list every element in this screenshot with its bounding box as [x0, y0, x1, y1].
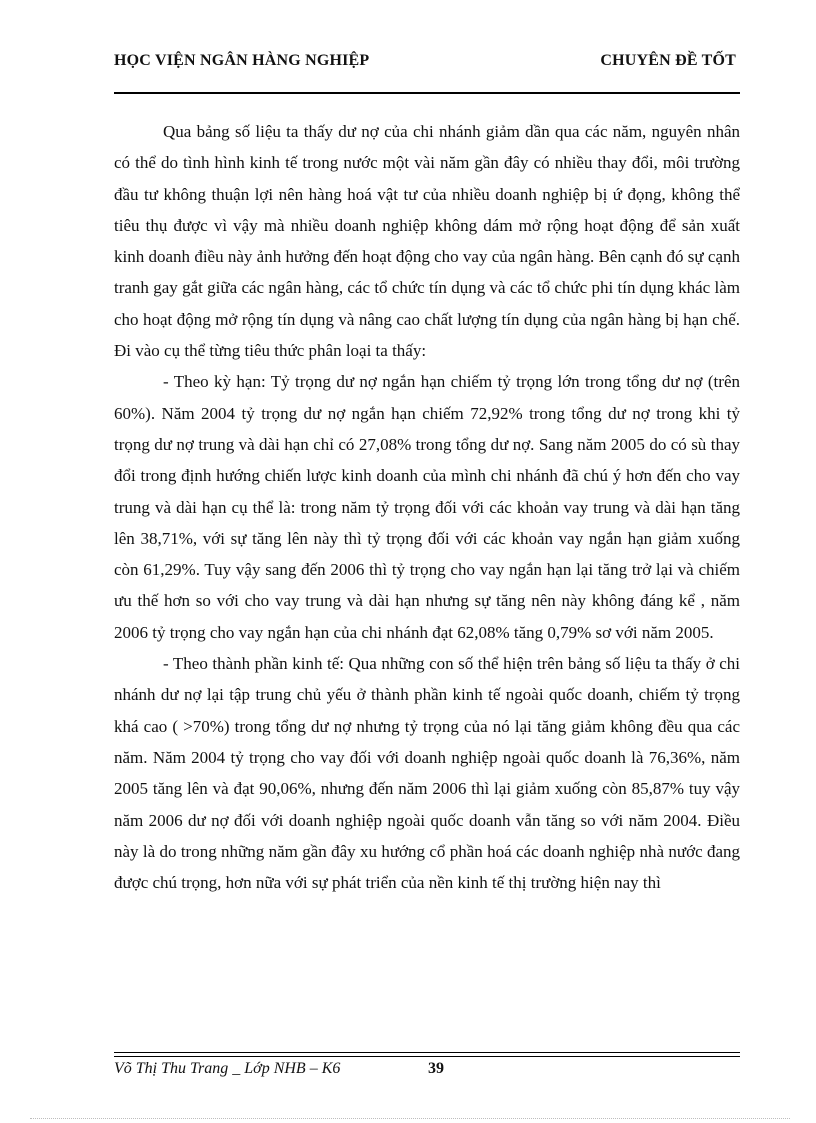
paragraph-intro: Qua bảng số liệu ta thấy dư nợ của chi nhánh giảm dần qua các năm, nguyên nhân có thể do tình hình kinh tế trong nước một vài năm gần đây có nhiều thay đổi, môi trường đầu tư không thuận lợi nên hàng hoá vật tư của nhiều doanh nghiệp bị ứ đọng, không thể tiêu thụ được vì vậy mà nhiều doanh nghiệp không dám mở rộng hoạt động để sản xuất kinh doanh điều này ảnh hưởng đến hoạt động cho vay của ngân hàng. Bên cạnh đó sự cạnh tranh gay gắt giữa các ngân hàng, các tổ chức tín dụng và các tổ chức phi tín dụng khác làm cho hoạt động mở rộng tín dụng và nâng cao chất lượng tín dụng của ngân hàng bị hạn chế. Đi vào cụ thể từng tiêu thức phân loại ta thấy:: [114, 122, 740, 361]
page-footer: [114, 1059, 444, 1079]
page-bottom-edge: [30, 1118, 790, 1119]
paragraph-by-economic-sector: - Theo thành phần kinh tế: Qua những con số thể hiện trên bảng số liệu ta thấy ở chi nhánh dư nợ lại tập trung chủ yếu ở thành phần kinh tế ngoài quốc doanh, chiếm tỷ trọng khá cao ( >70%) trong tổng dư nợ nhưng tỷ trọng của nó lại tăng giảm không đều qua các năm. Năm 2004 tỷ trọng cho vay đối với doanh nghiệp ngoài quốc doanh là 76,36%, năm 2005 tăng lên và đạt 90,06%, nhưng đến năm 2006 thì lại giảm xuống còn 85,87% tuy vậy năm 2006 dư nợ đối với doanh nghiệp ngoài quốc doanh vẫn tăng so với năm 2004. Điều này là do trong những năm gần đây xu hướng cổ phần hoá các doanh nghiệp nhà nước đang được chú trọng, hơn nữa với sự phát triển của nền kinh tế thị trường hiện nay thì: [114, 654, 740, 893]
body-text: [114, 116, 740, 898]
footer-author: Võ Thị Thu Trang _ Lớp NHB – K6: [114, 1060, 341, 1077]
page-number: 39: [428, 1060, 444, 1077]
footer-divider-top: [114, 1052, 740, 1053]
header-divider: [114, 92, 740, 94]
header-institution: HỌC VIỆN NGÂN HÀNG NGHIỆP: [114, 52, 370, 69]
paragraph-by-term: - Theo kỳ hạn: Tỷ trọng dư nợ ngắn hạn chiếm tỷ trọng lớn trong tổng dư nợ (trên 60%). Năm 2004 tỷ trọng dư nợ ngắn hạn chiếm 72,92% trong tổng dư nợ trong khi tỷ trọng dư nợ trung và dài hạn chỉ có 27,08% trong tổng dư nợ. Sang năm 2005 do có sù thay đổi trong định hướng chiến lược kinh doanh của mình chi nhánh đã chú ý hơn đến cho vay trung và dài hạn cụ thể là: trong năm tỷ trọng đối với các khoản vay trung và dài hạn tăng lên 38,71%, với sự tăng lên này thì tỷ trọng đối với các khoản vay ngắn hạn giảm xuống còn 61,29%. Tuy vậy sang đến 2006 thì tỷ trọng cho vay ngắn hạn lại tăng trở lại và chiếm ưu thế hơn so với cho vay trung và dài hạn nhưng sự tăng nên này không đáng kể , năm 2006 tỷ trọng cho vay ngắn hạn của chi nhánh đạt 62,08% tăng 0,79% sơ với năm 2005.: [114, 372, 740, 642]
header-document-type: CHUYÊN ĐỀ TỐT: [600, 52, 736, 69]
footer-divider-bottom: [114, 1056, 740, 1057]
